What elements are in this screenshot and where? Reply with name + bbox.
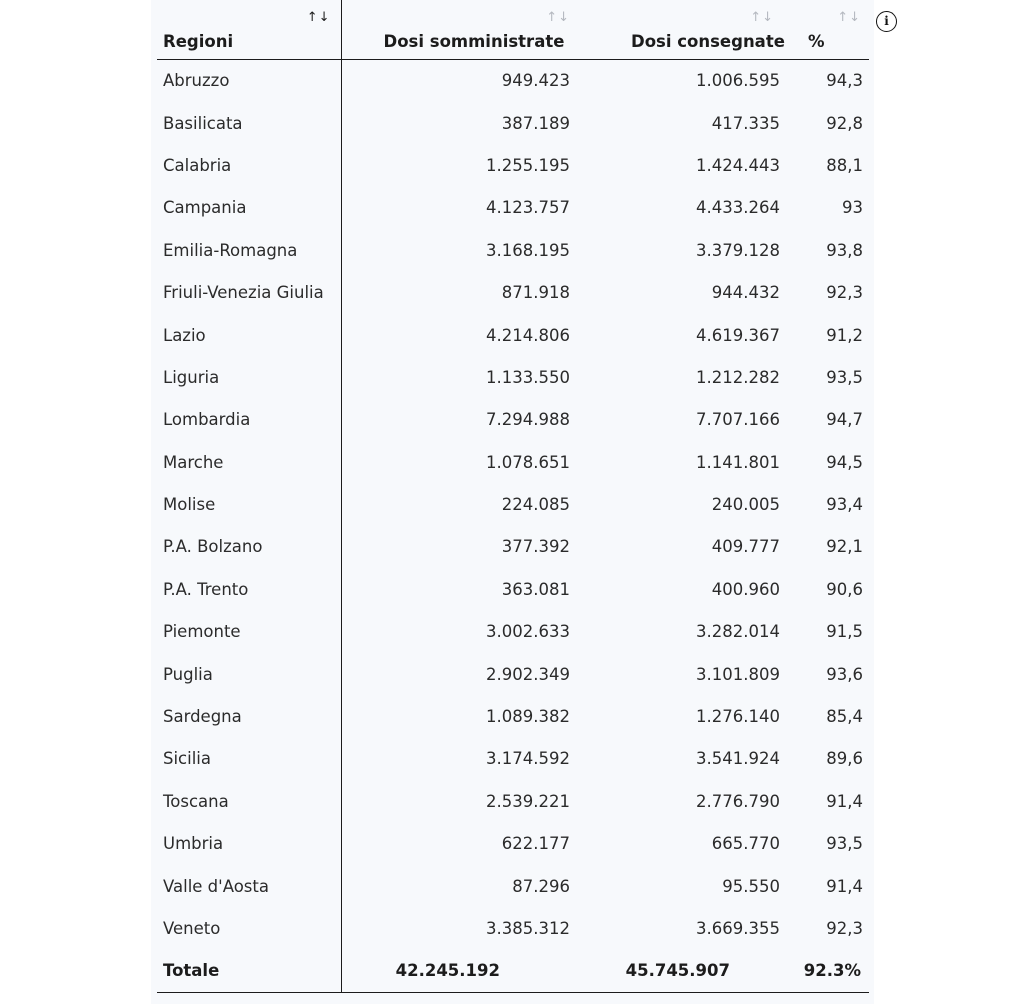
- table-row: [157, 187, 869, 229]
- info-icon[interactable]: i: [876, 11, 897, 32]
- cell-dosi-consegnate: 4.619.367: [696, 325, 780, 345]
- cell-dosi-consegnate: 3.541.924: [696, 749, 780, 769]
- cell-dosi-consegnate: 944.432: [711, 283, 780, 303]
- column-header-regioni-label: Regioni: [163, 31, 234, 51]
- table-body: [157, 59, 869, 950]
- sort-icon[interactable]: ↑↓: [306, 10, 331, 25]
- cell-dosi-somministrate: 3.174.592: [486, 749, 570, 769]
- column-header-somministrate-label: Dosi somministrate: [383, 31, 565, 51]
- cell-dosi-somministrate: 1.133.550: [486, 367, 570, 387]
- cell-dosi-consegnate: 3.282.014: [696, 622, 780, 642]
- cell-regione: Campania: [157, 187, 341, 229]
- cell-regione: Veneto: [157, 907, 341, 949]
- total-percentuale: 92.3%: [796, 950, 869, 993]
- cell-percentuale: 89,6: [826, 749, 863, 769]
- table-row: [157, 314, 869, 356]
- cell-regione: Lazio: [157, 314, 341, 356]
- cell-percentuale: 91,2: [826, 325, 863, 345]
- cell-dosi-consegnate: 409.777: [711, 537, 780, 557]
- column-header-percentuale-label: %: [808, 31, 825, 51]
- cell-percentuale: 94,5: [826, 452, 863, 472]
- cell-dosi-somministrate: 3.002.633: [486, 622, 570, 642]
- table-row: [157, 611, 869, 653]
- table-row: [157, 271, 869, 313]
- table-row: [157, 102, 869, 144]
- cell-regione: Piemonte: [157, 611, 341, 653]
- table-row: [157, 399, 869, 441]
- cell-dosi-somministrate: 4.214.806: [486, 325, 570, 345]
- cell-dosi-consegnate: 4.433.264: [696, 198, 780, 218]
- sort-icon[interactable]: ↑↓: [837, 10, 861, 25]
- cell-dosi-consegnate: 3.669.355: [696, 919, 780, 938]
- vaccine-table-container: [157, 0, 869, 993]
- cell-percentuale: 92,8: [826, 113, 863, 133]
- cell-dosi-somministrate: 224.085: [501, 495, 570, 515]
- cell-regione: Lombardia: [157, 399, 341, 441]
- cell-regione: Abruzzo: [157, 59, 341, 102]
- cell-percentuale: 93,8: [826, 240, 863, 260]
- total-somministrate: 42.245.192: [341, 950, 586, 993]
- cell-regione: Sicilia: [157, 738, 341, 780]
- cell-dosi-somministrate: 949.423: [501, 71, 570, 91]
- cell-percentuale: 93,5: [826, 367, 863, 387]
- cell-dosi-consegnate: 665.770: [711, 834, 780, 854]
- cell-dosi-consegnate: 3.379.128: [696, 240, 780, 260]
- column-header-dosi-consegnate[interactable]: [586, 0, 796, 59]
- cell-dosi-consegnate: 400.960: [711, 579, 780, 599]
- cell-percentuale: 92,3: [826, 283, 863, 303]
- cell-percentuale: 88,1: [826, 155, 863, 175]
- cell-percentuale: 85,4: [826, 707, 863, 727]
- column-header-dosi-somministrate[interactable]: [341, 0, 586, 59]
- cell-regione: Molise: [157, 483, 341, 525]
- cell-regione: Puglia: [157, 653, 341, 695]
- total-row: [157, 950, 869, 993]
- sort-icon[interactable]: ↑↓: [750, 10, 774, 25]
- cell-percentuale: 94,3: [826, 71, 863, 91]
- cell-regione: Umbria: [157, 823, 341, 865]
- cell-dosi-somministrate: 1.255.195: [486, 155, 570, 175]
- cell-percentuale: 93,5: [826, 834, 863, 854]
- cell-percentuale: 92,3: [826, 919, 863, 938]
- table-row: [157, 441, 869, 483]
- cell-dosi-consegnate: 417.335: [711, 113, 780, 133]
- column-header-percentuale[interactable]: [796, 0, 869, 59]
- cell-dosi-somministrate: 2.539.221: [486, 791, 570, 811]
- table-row: [157, 568, 869, 610]
- total-consegnate: 45.745.907: [586, 950, 796, 993]
- cell-regione: Emilia-Romagna: [157, 229, 341, 271]
- cell-regione: Liguria: [157, 356, 341, 398]
- cell-percentuale: 93,4: [826, 495, 863, 515]
- cell-percentuale: 91,4: [826, 791, 863, 811]
- cell-regione: Friuli-Venezia Giulia: [157, 271, 341, 313]
- table-row: [157, 59, 869, 102]
- cell-percentuale: 91,4: [826, 876, 863, 896]
- cell-dosi-consegnate: 7.707.166: [696, 410, 780, 430]
- cell-percentuale: 93: [842, 198, 863, 218]
- table-row: [157, 653, 869, 695]
- column-header-consegnate-label: Dosi consegnate: [631, 31, 785, 51]
- cell-dosi-somministrate: 622.177: [501, 834, 570, 854]
- cell-dosi-somministrate: 377.392: [501, 537, 570, 557]
- cell-regione: Valle d'Aosta: [157, 865, 341, 907]
- cell-percentuale: 90,6: [826, 579, 863, 599]
- table-row: [157, 695, 869, 737]
- cell-dosi-somministrate: 387.189: [501, 113, 570, 133]
- table-row: [157, 483, 869, 525]
- cell-dosi-consegnate: 240.005: [711, 495, 780, 515]
- cell-dosi-somministrate: 3.385.312: [486, 919, 570, 938]
- table-row: [157, 144, 869, 186]
- sort-icon[interactable]: ↑↓: [546, 10, 570, 25]
- table-row: [157, 865, 869, 907]
- cell-dosi-somministrate: 87.296: [512, 876, 570, 896]
- cell-dosi-consegnate: 3.101.809: [696, 664, 780, 684]
- table-header: [157, 0, 869, 59]
- cell-dosi-consegnate: 2.776.790: [696, 791, 780, 811]
- cell-percentuale: 93,6: [826, 664, 863, 684]
- cell-dosi-somministrate: 363.081: [501, 579, 570, 599]
- cell-percentuale: 91,5: [826, 622, 863, 642]
- table-row: [157, 823, 869, 865]
- table-row: [157, 738, 869, 780]
- cell-dosi-consegnate: 1.141.801: [696, 452, 780, 472]
- cell-dosi-consegnate: 95.550: [722, 876, 780, 896]
- cell-regione: Toscana: [157, 780, 341, 822]
- cell-dosi-somministrate: 3.168.195: [486, 240, 570, 260]
- table-row: [157, 356, 869, 398]
- table-row: [157, 526, 869, 568]
- cell-dosi-somministrate: 1.089.382: [486, 707, 570, 727]
- cell-dosi-consegnate: 1.212.282: [696, 367, 780, 387]
- cell-dosi-somministrate: 1.078.651: [486, 452, 570, 472]
- cell-regione: Sardegna: [157, 695, 341, 737]
- table-row: [157, 907, 869, 949]
- cell-dosi-somministrate: 871.918: [501, 283, 570, 303]
- cell-dosi-somministrate: 2.902.349: [486, 664, 570, 684]
- cell-dosi-consegnate: 1.424.443: [696, 155, 780, 175]
- table-row: [157, 229, 869, 271]
- column-header-regioni[interactable]: [157, 0, 341, 59]
- cell-dosi-consegnate: 1.276.140: [696, 707, 780, 727]
- cell-regione: P.A. Bolzano: [157, 526, 341, 568]
- cell-regione: P.A. Trento: [157, 568, 341, 610]
- cell-regione: Basilicata: [157, 102, 341, 144]
- cell-percentuale: 94,7: [826, 410, 863, 430]
- table-footer: [157, 950, 869, 993]
- total-label: Totale: [157, 950, 341, 993]
- cell-percentuale: 92,1: [826, 537, 863, 557]
- table-row: [157, 780, 869, 822]
- header-row: [157, 0, 869, 59]
- cell-dosi-somministrate: 7.294.988: [486, 410, 570, 430]
- cell-dosi-somministrate: 4.123.757: [486, 198, 570, 218]
- vaccine-doses-table: [157, 0, 869, 993]
- cell-dosi-consegnate: 1.006.595: [696, 71, 780, 91]
- cell-regione: Marche: [157, 441, 341, 483]
- cell-regione: Calabria: [157, 144, 341, 186]
